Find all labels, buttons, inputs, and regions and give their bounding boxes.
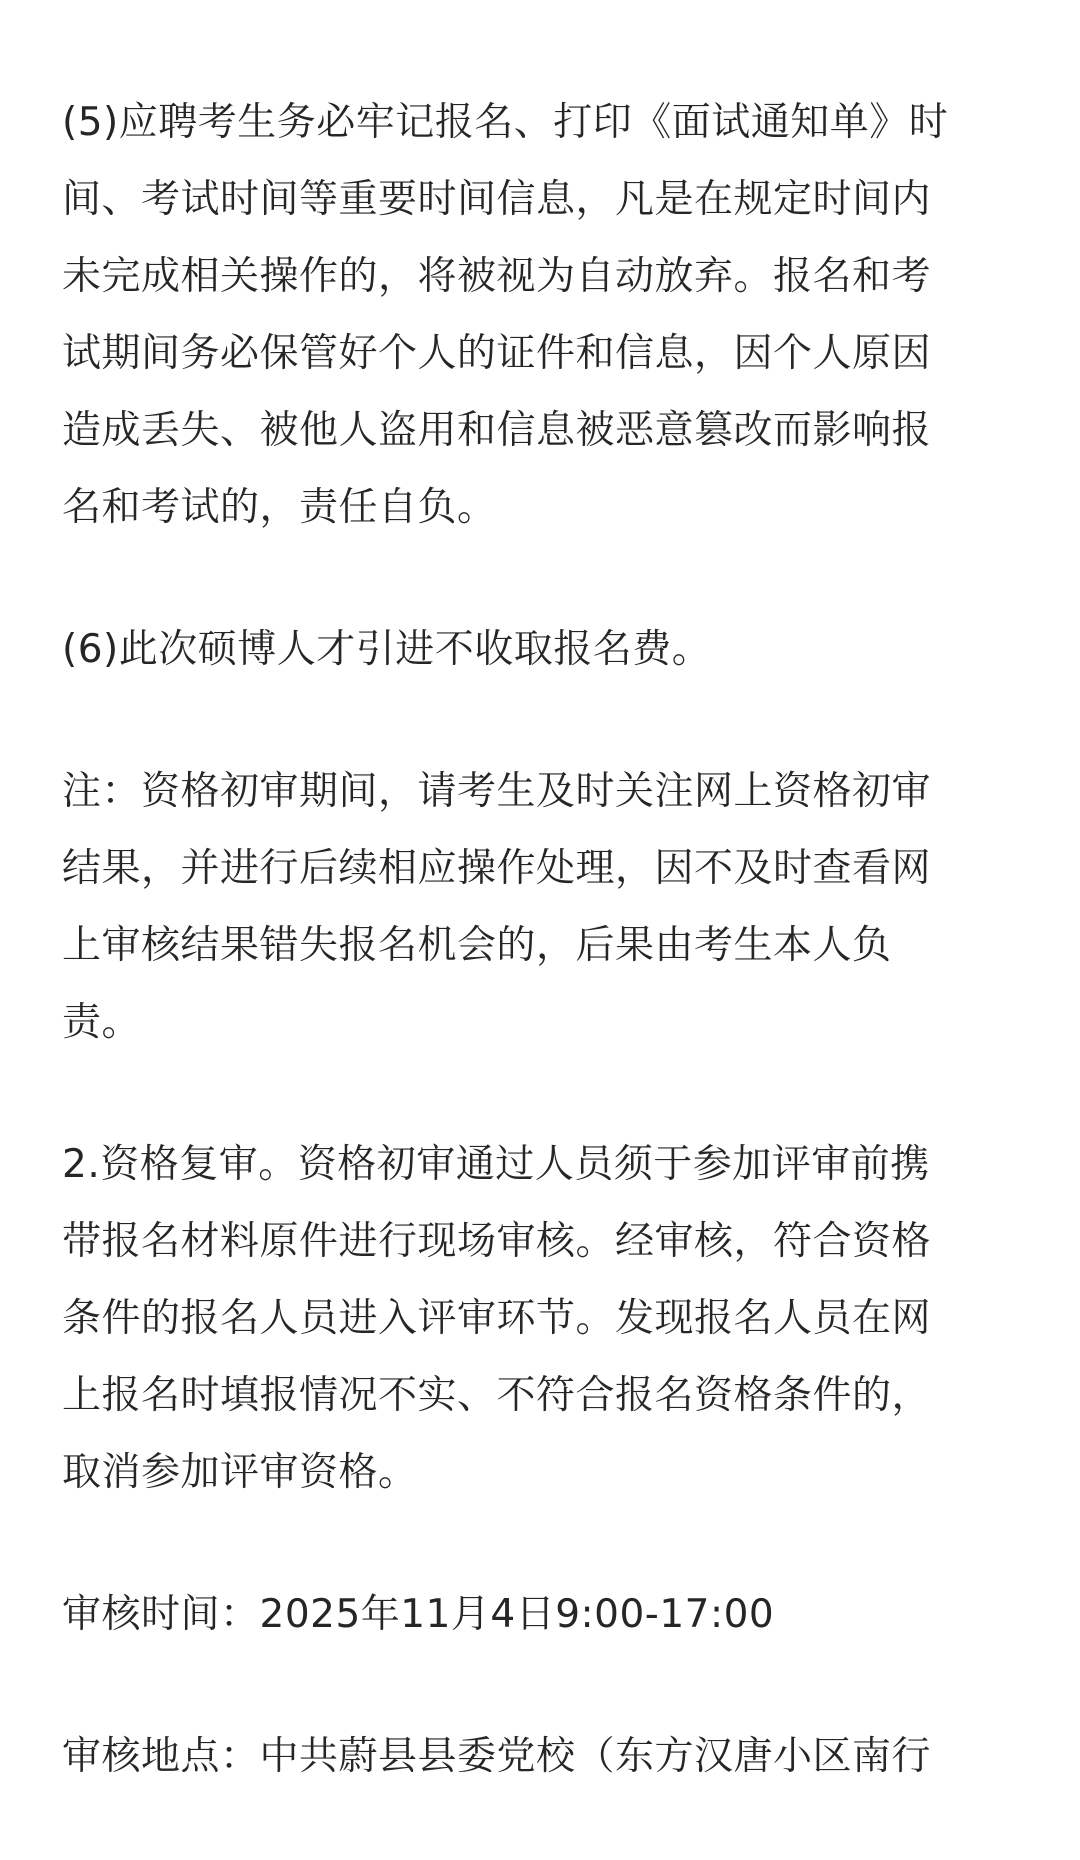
text-line: 未完成相关操作的，将被视为自动放弃。报名和考 (62, 254, 932, 299)
paragraph-review-location (62, 1718, 1022, 1795)
text-line: 注：资格初审期间，请考生及时关注网上资格初审 (62, 769, 932, 814)
text-line: 审核地点：中共蔚县县委党校（东方汉唐小区南行 (62, 1734, 932, 1779)
text-line: 条件的报名人员进入评审环节。发现报名人员在网 (62, 1296, 932, 1341)
paragraph-interview-notice (62, 84, 1022, 546)
text-line: 带报名材料原件进行现场审核。经审核，符合资格 (62, 1219, 932, 1264)
text-line: (6)此次硕博人才引进不收取报名费。 (62, 627, 712, 672)
text-line: 责。 (62, 1000, 142, 1045)
text-line: 名和考试的，责任自负。 (62, 485, 497, 530)
text-line: 上报名时填报情况不实、不符合报名资格条件的， (62, 1373, 932, 1418)
text-line: 试期间务必保管好个人的证件和信息，因个人原因 (62, 331, 932, 376)
text-line: 结果，并进行后续相应操作处理，因不及时查看网 (62, 846, 932, 891)
article-body (62, 84, 1022, 1860)
paragraph-qualification-review (62, 1126, 1022, 1511)
text-line: 取消参加评审资格。 (62, 1450, 418, 1495)
text-line: 造成丢失、被他人盗用和信息被恶意篡改而影响报 (62, 408, 932, 453)
text-line: (5)应聘考生务必牢记报名、打印《面试通知单》时 (62, 100, 949, 145)
paragraph-review-time (62, 1576, 1022, 1653)
paragraph-note (62, 753, 1022, 1061)
text-line: 审核时间：2025年11月4日9:00-17:00 (62, 1592, 775, 1637)
paragraph-fee-notice (62, 611, 1022, 688)
text-line: 2.资格复审。资格初审通过人员须于参加评审前携 (62, 1142, 930, 1187)
text-line: 上审核结果错失报名机会的，后果由考生本人负 (62, 923, 892, 968)
text-line: 间、考试时间等重要时间信息，凡是在规定时间内 (62, 177, 932, 222)
